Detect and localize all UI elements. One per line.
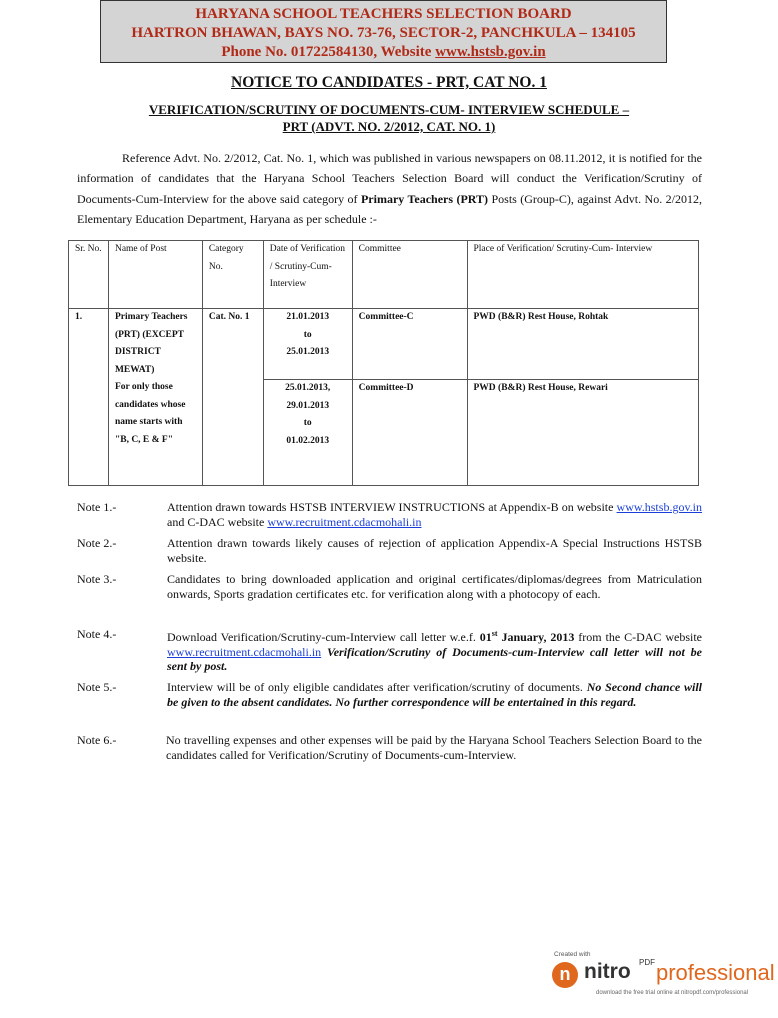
note-label: Note 4.-	[77, 627, 117, 641]
cell-post: Primary Teachers (PRT) (EXCEPT DISTRICT MEWAT) For only those candidates whose name starts with "B, C, E & F"	[108, 309, 202, 486]
board-address: HARTRON BHAWAN, BAYS NO. 73-76, SECTOR-2, PANCHKULA – 134105	[131, 25, 636, 41]
board-name: HARYANA SCHOOL TEACHERS SELECTION BOARD	[195, 6, 572, 22]
note-text: Candidates to bring downloaded application and original certificates/diplomas/degrees from Matriculation onwards, Sports gradation certificates etc. for verification along with a photocopy of each.	[167, 572, 702, 601]
note-label: Note 6.-	[77, 733, 117, 747]
note-label: Note 2.-	[77, 536, 117, 550]
schedule-table	[68, 240, 699, 486]
cell-sr: 1.	[69, 309, 109, 486]
note-label: Note 1.-	[77, 500, 117, 514]
cell-date: 25.01.2013, 29.01.2013 to 01.02.2013	[263, 380, 352, 486]
intro-paragraph: Reference Advt. No. 2/2012, Cat. No. 1, which was published in various newspapers on 08.11.2012, it is notified for the information of candidates that the Haryana School Teachers Selection Board will conduct the Verification/Scrutiny of Documents-Cum-Interview for the above said category of Primary Teachers (PRT) Posts (Group-C), against Advt. No. 2/2012, Elementary Education Department, Haryana as per schedule :-	[77, 151, 702, 226]
post-name-bold: Primary Teachers (PRT)	[360, 191, 489, 206]
board-contact: Phone No. 01722584130, Website www.hstsb.gov.in	[221, 44, 546, 60]
note-text: No travelling expenses and other expenses will be paid by the Haryana School Teachers Selection Board to the candidates called for Verification/Scrutiny of Documents-cum-Interview.	[166, 733, 702, 762]
hstsb-link[interactable]: www.hstsb.gov.in	[616, 500, 702, 514]
nitro-logo-icon: n	[552, 962, 578, 988]
col-header-place: Place of Verification/ Scrutiny-Cum- Interview	[467, 241, 699, 309]
note-text: Interview will be of only eligible candidates after verification/scrutiny of documents. No Second chance will be given to the absent candidates. No further correspondence will be entertained in this regard.	[167, 680, 702, 709]
cell-place: PWD (B&R) Rest House, Rohtak	[467, 309, 699, 380]
notice-title: NOTICE TO CANDIDATES - PRT, CAT NO. 1	[231, 74, 547, 91]
cdac-link[interactable]: www.recruitment.cdacmohali.in	[267, 514, 422, 529]
col-header-post: Name of Post	[108, 241, 202, 309]
table-row	[69, 309, 699, 380]
cell-committee: Committee-C	[352, 309, 467, 380]
subtitle-line-1: VERIFICATION/SCRUTINY OF DOCUMENTS-CUM- INTERVIEW SCHEDULE –	[148, 102, 630, 117]
nitro-watermark: Created with n nitro PDF professional download the free trial online at nitropdf.com/professional	[554, 951, 775, 996]
col-header-committee: Committee	[352, 241, 467, 309]
notice-subtitle	[0, 101, 778, 135]
note-text: Attention drawn towards HSTSB INTERVIEW INSTRUCTIONS at Appendix-B on website www.hstsb.gov.in and C-DAC website www.recruitment.cdacmohali.in	[167, 500, 702, 529]
note-text: Attention drawn towards likely causes of rejection of application Appendix-A Special Instructions HSTSB website.	[167, 536, 702, 565]
subtitle-line-2: PRT (ADVT. NO. 2/2012, CAT. NO. 1)	[282, 119, 496, 134]
col-header-sr: Sr. No.	[69, 241, 109, 309]
website-link[interactable]: www.hstsb.gov.in	[435, 44, 546, 60]
col-header-category: Category No.	[202, 241, 263, 309]
table-header-row	[69, 241, 699, 309]
cell-category: Cat. No. 1	[202, 309, 263, 486]
cdac-link[interactable]: www.recruitment.cdacmohali.in	[167, 644, 322, 659]
call-letter-date: 01st January, 2013	[479, 629, 575, 644]
col-header-date: Date of Verification / Scrutiny-Cum-Interview	[263, 241, 352, 309]
cell-date: 21.01.2013 to 25.01.2013	[263, 309, 352, 380]
note-label: Note 3.-	[77, 572, 117, 586]
note-text: Download Verification/Scrutiny-cum-Interview call letter w.e.f. 01st January, 2013 from the C-DAC website www.recruitment.cdacmohali.in Verification/Scrutiny of Documents-cum-Interview call letter will not be sent by post.	[167, 629, 702, 673]
letterhead	[100, 0, 667, 63]
cell-place: PWD (B&R) Rest House, Rewari	[467, 380, 699, 486]
note-label: Note 5.-	[77, 680, 117, 694]
cell-committee: Committee-D	[352, 380, 467, 486]
